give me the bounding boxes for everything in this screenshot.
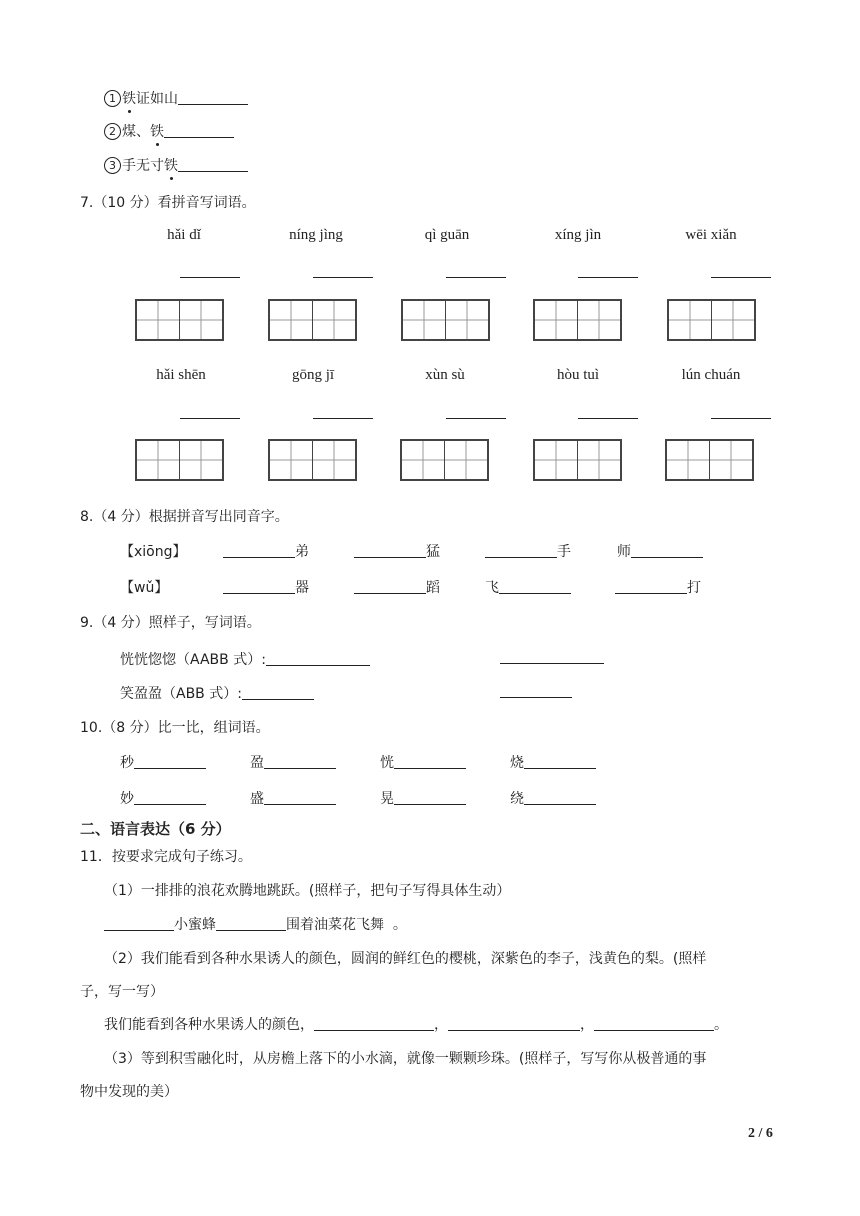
- q9-line-1b: [500, 649, 604, 666]
- answer-line[interactable]: [578, 418, 638, 419]
- q6-item-1: [104, 88, 248, 108]
- compare-item: [250, 752, 336, 772]
- sentence-text: 围着油菜花飞舞: [286, 917, 384, 933]
- answer-blank[interactable]: [314, 1016, 434, 1031]
- word: 秒: [120, 755, 134, 771]
- q9-prompt: 恍恍惚惚（AABB 式）:: [120, 652, 266, 668]
- q9-prompt: 笑盈盈（ABB 式）:: [120, 686, 242, 702]
- pinyin: hǎi dǐ: [167, 227, 201, 243]
- word: 蹈: [426, 580, 440, 596]
- compare-item: [380, 752, 466, 772]
- answer-blank[interactable]: [500, 649, 604, 664]
- pinyin: xùn sù: [425, 367, 465, 383]
- pinyin: hòu tuì: [556, 367, 600, 383]
- section-heading: 二、语言表达（6 分）: [80, 820, 231, 838]
- sentence-text: ，: [434, 1017, 448, 1033]
- compare-item: [380, 788, 466, 808]
- q11-part-1-answer: [104, 914, 407, 934]
- tianzige-box[interactable]: [268, 299, 357, 341]
- word: 飞: [485, 580, 499, 596]
- tianzige-box[interactable]: [268, 439, 357, 481]
- answer-blank[interactable]: [178, 90, 248, 105]
- answer-blank[interactable]: [615, 579, 687, 594]
- item-number: 3: [104, 157, 121, 174]
- pinyin: wēi xiǎn: [685, 227, 737, 243]
- page-number: 2 / 6: [748, 1126, 773, 1141]
- word: 师: [617, 544, 631, 560]
- answer-blank[interactable]: [242, 685, 314, 700]
- dotted-char: 铁: [122, 91, 136, 107]
- answer-blank[interactable]: [485, 543, 557, 558]
- answer-line[interactable]: [711, 277, 771, 278]
- word: 妙: [120, 791, 134, 807]
- pinyin-label: 【xiōng】: [120, 544, 187, 560]
- homophone-item: [354, 541, 440, 561]
- sentence-text: 。: [714, 1017, 728, 1033]
- q6-item-3: [104, 155, 248, 175]
- answer-blank[interactable]: [631, 543, 703, 558]
- q11-part-2-answer: [104, 1014, 728, 1034]
- item-number: 1: [104, 90, 121, 107]
- item-number: 2: [104, 123, 121, 140]
- pinyin: lún chuán: [681, 367, 741, 383]
- word: 器: [295, 580, 309, 596]
- q9-line-2: [120, 683, 314, 703]
- q6-item-2: [104, 121, 234, 141]
- pinyin: qì guān: [424, 227, 470, 243]
- homophone-item: [223, 577, 309, 597]
- tianzige-box[interactable]: [533, 299, 622, 341]
- word: 晃: [380, 791, 394, 807]
- word: 盛: [250, 791, 264, 807]
- answer-blank[interactable]: [448, 1016, 580, 1031]
- word: 手: [557, 544, 571, 560]
- q9-line-1: [120, 649, 370, 669]
- pinyin: hǎi shēn: [156, 367, 206, 383]
- answer-blank[interactable]: [524, 790, 596, 805]
- homophone-item: [485, 541, 571, 561]
- answer-blank[interactable]: [266, 651, 370, 666]
- q6-text: 煤、: [122, 124, 150, 140]
- answer-line[interactable]: [446, 418, 506, 419]
- q9-line-2b: [500, 683, 572, 700]
- question-8-title: 8.（4 分）根据拼音写出同音字。: [80, 509, 289, 525]
- answer-line[interactable]: [313, 277, 373, 278]
- word: 弟: [295, 544, 309, 560]
- answer-blank[interactable]: [104, 916, 174, 931]
- answer-blank[interactable]: [264, 790, 336, 805]
- q11-part-3-line-1: （3）等到积雪融化时，从房檐上落下的小水滴，就像一颗颗珍珠。(照样子，写写你从极普通的事: [104, 1051, 707, 1067]
- q11-part-2-line-1: （2）我们能看到各种水果诱人的颜色，圆润的鲜红色的樱桃，深紫色的李子，浅黄色的梨。(照样: [104, 951, 707, 967]
- answer-blank[interactable]: [500, 683, 572, 698]
- question-10-title: 10.（8 分）比一比，组词语。: [80, 720, 270, 736]
- q6-text: 证如山: [136, 91, 178, 107]
- compare-item: [250, 788, 336, 808]
- answer-blank[interactable]: [524, 754, 596, 769]
- answer-blank[interactable]: [178, 157, 248, 172]
- word: 盈: [250, 755, 264, 771]
- answer-blank[interactable]: [134, 790, 206, 805]
- compare-item: [120, 752, 206, 772]
- homophone-item: [615, 577, 701, 597]
- answer-blank[interactable]: [499, 579, 571, 594]
- question-11-title: 11．按要求完成句子练习。: [80, 849, 252, 865]
- tianzige-box[interactable]: [401, 299, 490, 341]
- word: 猛: [426, 544, 440, 560]
- answer-blank[interactable]: [134, 754, 206, 769]
- homophone-item: [485, 577, 571, 597]
- pinyin: gōng jī: [291, 367, 335, 383]
- sentence-text: ，: [580, 1017, 594, 1033]
- dotted-char: 铁: [164, 158, 178, 174]
- answer-line[interactable]: [180, 418, 240, 419]
- q11-part-3-line-2: 物中发现的美）: [80, 1084, 178, 1100]
- tianzige-box[interactable]: [665, 439, 754, 481]
- answer-blank[interactable]: [394, 754, 466, 769]
- answer-line[interactable]: [446, 277, 506, 278]
- tianzige-box[interactable]: [135, 299, 224, 341]
- compare-item: [120, 788, 206, 808]
- word: 绕: [510, 791, 524, 807]
- answer-blank[interactable]: [223, 579, 295, 594]
- dotted-char: 铁: [150, 124, 164, 140]
- question-7-title: 7.（10 分）看拼音写词语。: [80, 195, 256, 211]
- answer-line[interactable]: [711, 418, 771, 419]
- tianzige-box[interactable]: [400, 439, 489, 481]
- answer-blank[interactable]: [354, 543, 426, 558]
- answer-blank[interactable]: [216, 916, 286, 931]
- answer-blank[interactable]: [594, 1016, 714, 1031]
- tianzige-box[interactable]: [135, 439, 224, 481]
- answer-blank[interactable]: [223, 543, 295, 558]
- answer-line[interactable]: [313, 418, 373, 419]
- word: 打: [687, 580, 701, 596]
- homophone-item: [617, 541, 703, 561]
- sentence-text: 我们能看到各种水果诱人的颜色，: [104, 1017, 314, 1033]
- q11-part-2-line-2: 子，写一写）: [80, 984, 164, 1000]
- answer-blank[interactable]: [354, 579, 426, 594]
- sentence-text: 小蜜蜂: [174, 917, 216, 933]
- compare-item: [510, 752, 596, 772]
- answer-blank[interactable]: [264, 754, 336, 769]
- word: 烧: [510, 755, 524, 771]
- q11-part-1: （1）一排排的浪花欢腾地跳跃。(照样子，把句子写得具体生动）: [104, 883, 511, 899]
- answer-line[interactable]: [180, 277, 240, 278]
- compare-item: [510, 788, 596, 808]
- answer-blank[interactable]: [394, 790, 466, 805]
- pinyin-label: 【wǔ】: [120, 580, 169, 596]
- word: 恍: [380, 755, 394, 771]
- tianzige-box[interactable]: [667, 299, 756, 341]
- question-9-title: 9.（4 分）照样子，写词语。: [80, 615, 261, 631]
- sentence-text: 。: [392, 917, 407, 933]
- pinyin: níng jìng: [289, 227, 343, 243]
- homophone-item: [223, 541, 309, 561]
- answer-line[interactable]: [578, 277, 638, 278]
- pinyin: xíng jìn: [554, 227, 602, 243]
- tianzige-box[interactable]: [533, 439, 622, 481]
- answer-blank[interactable]: [164, 123, 234, 138]
- q6-text: 手无寸: [122, 158, 164, 174]
- homophone-item: [354, 577, 440, 597]
